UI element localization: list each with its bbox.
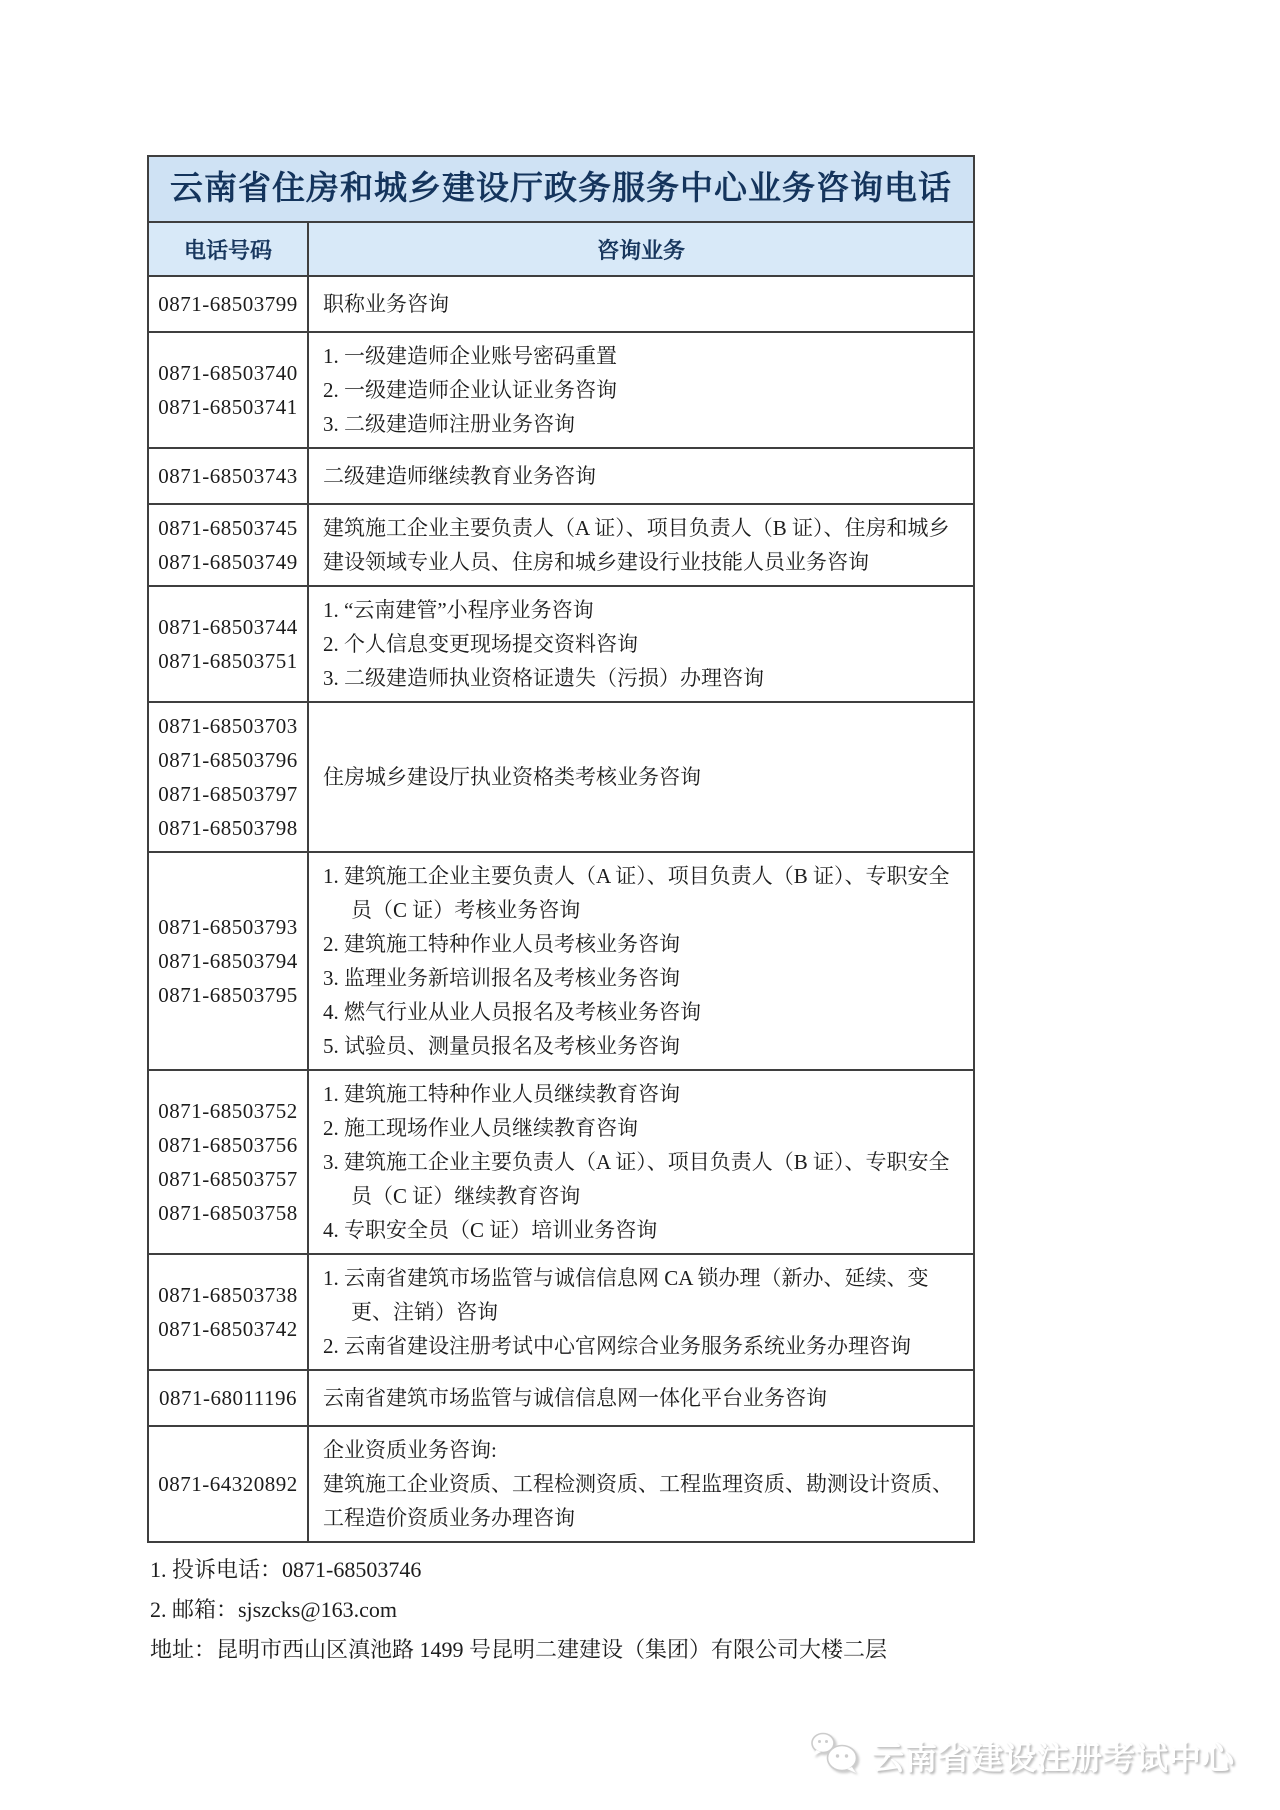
phone-cell	[149, 703, 309, 851]
service-item: 3. 二级建造师注册业务咨询	[323, 412, 575, 436]
phone-number: 0871-68503738	[158, 1283, 298, 1307]
phone-cell	[149, 333, 309, 447]
service-item: 2. 建筑施工特种作业人员考核业务咨询	[323, 932, 680, 956]
service-item: 二级建造师继续教育业务咨询	[323, 464, 596, 488]
phone-cell	[149, 277, 309, 331]
phone-number: 0871-68503743	[158, 464, 298, 488]
phone-number: 0871-68503749	[158, 550, 298, 574]
column-header-service: 咨询业务	[596, 237, 685, 263]
email-line: 2. 邮箱：sjszcks@163.com	[150, 1597, 397, 1622]
table-row	[149, 333, 973, 449]
phone-number: 0871-68503751	[158, 649, 298, 673]
phone-number: 0871-68503745	[158, 516, 298, 540]
phone-cell	[149, 587, 309, 701]
table-row	[149, 449, 973, 505]
phone-number: 0871-68503799	[158, 292, 298, 316]
phone-number: 0871-68503757	[158, 1167, 298, 1191]
phone-number: 0871-68503794	[158, 949, 298, 973]
phone-number: 0871-68503742	[158, 1317, 298, 1341]
service-item: 5. 试验员、测量员报名及考核业务咨询	[323, 1034, 680, 1058]
table-row	[149, 1371, 973, 1427]
service-item: 3. 监理业务新培训报名及考核业务咨询	[323, 966, 680, 990]
service-item: 云南省建筑市场监管与诚信信息网一体化平台业务咨询	[323, 1386, 827, 1410]
service-cell	[309, 1255, 973, 1369]
service-cell	[309, 449, 973, 503]
phone-number: 0871-68503752	[158, 1099, 298, 1123]
service-cell	[309, 277, 973, 331]
address-line: 地址：昆明市西山区滇池路 1499 号昆明二建建设（集团）有限公司大楼二层	[150, 1637, 888, 1662]
service-item: 职称业务咨询	[323, 292, 449, 316]
service-item: 2. 一级建造师企业认证业务咨询	[323, 378, 617, 402]
phone-cell	[149, 505, 309, 585]
footer-notes	[150, 1550, 887, 1670]
service-item: 1. 云南省建筑市场监管与诚信信息网 CA 锁办理（新办、延续、变更、注销）咨询	[323, 1266, 929, 1324]
phone-cell	[149, 1071, 309, 1253]
phone-number: 0871-68503758	[158, 1201, 298, 1225]
watermark	[808, 1730, 1235, 1781]
phone-number: 0871-68503798	[158, 816, 298, 840]
service-cell	[309, 333, 973, 447]
complaint-phone-line: 1. 投诉电话：0871-68503746	[150, 1557, 422, 1582]
service-cell	[309, 1371, 973, 1425]
service-item: 2. 施工现场作业人员继续教育咨询	[323, 1116, 638, 1140]
service-item: 2. 个人信息变更现场提交资料咨询	[323, 632, 638, 656]
service-cell	[309, 1071, 973, 1253]
service-item: 1. 建筑施工企业主要负责人（A 证）、项目负责人（B 证）、专职安全员（C 证）考核业务咨询	[323, 864, 950, 922]
service-item: 住房城乡建设厅执业资格类考核业务咨询	[323, 765, 701, 789]
table-row	[149, 277, 973, 333]
wechat-icon	[808, 1730, 864, 1781]
phone-directory-table	[147, 155, 975, 1543]
phone-cell	[149, 1371, 309, 1425]
phone-number: 0871-68503740	[158, 361, 298, 385]
service-item: 建筑施工企业主要负责人（A 证）、项目负责人（B 证）、住房和城乡建设领域专业人员、住房和城乡建设行业技能人员业务咨询	[323, 516, 950, 574]
table-row	[149, 853, 973, 1071]
table-row	[149, 505, 973, 587]
service-cell	[309, 587, 973, 701]
phone-number: 0871-68503744	[158, 615, 298, 639]
phone-number: 0871-68503796	[158, 748, 298, 772]
phone-cell	[149, 449, 309, 503]
phone-number: 0871-68503797	[158, 782, 298, 806]
service-cell	[309, 1427, 973, 1541]
service-item: 建筑施工企业资质、工程检测资质、工程监理资质、勘测设计资质、工程造价资质业务办理咨询	[323, 1472, 953, 1530]
table-row	[149, 1071, 973, 1255]
service-item: 4. 专职安全员（C 证）培训业务咨询	[323, 1218, 658, 1242]
service-item: 3. 建筑施工企业主要负责人（A 证）、项目负责人（B 证）、专职安全员（C 证）继续教育咨询	[323, 1150, 950, 1208]
phone-cell	[149, 853, 309, 1069]
service-item: 1. 建筑施工特种作业人员继续教育咨询	[323, 1082, 680, 1106]
phone-number: 0871-68503793	[158, 915, 298, 939]
service-item: 4. 燃气行业从业人员报名及考核业务咨询	[323, 1000, 701, 1024]
table-header-row	[149, 223, 973, 277]
phone-number: 0871-68503703	[158, 714, 298, 738]
phone-number: 0871-68011196	[159, 1386, 297, 1410]
table-body	[149, 277, 973, 1541]
service-item: 1. 一级建造师企业账号密码重置	[323, 344, 617, 368]
phone-number: 0871-64320892	[158, 1472, 298, 1496]
table-title: 云南省住房和城乡建设厅政务服务中心业务咨询电话	[149, 157, 973, 223]
service-item: 企业资质业务咨询:	[323, 1438, 497, 1462]
service-item: 3. 二级建造师执业资格证遗失（污损）办理咨询	[323, 666, 764, 690]
service-item: 2. 云南省建设注册考试中心官网综合业务服务系统业务办理咨询	[323, 1334, 911, 1358]
service-cell	[309, 505, 973, 585]
table-row	[149, 587, 973, 703]
table-row	[149, 1255, 973, 1371]
table-row	[149, 1427, 973, 1541]
table-row	[149, 703, 973, 853]
phone-number: 0871-68503741	[158, 395, 298, 419]
phone-number: 0871-68503795	[158, 983, 298, 1007]
service-cell	[309, 703, 973, 851]
watermark-label: 云南省建设注册考试中心	[872, 1739, 1236, 1776]
phone-cell	[149, 1255, 309, 1369]
service-cell	[309, 853, 973, 1069]
phone-number: 0871-68503756	[158, 1133, 298, 1157]
phone-cell	[149, 1427, 309, 1541]
column-header-phone: 电话号码	[149, 223, 309, 275]
service-item: 1. “云南建管”小程序业务咨询	[323, 598, 594, 622]
